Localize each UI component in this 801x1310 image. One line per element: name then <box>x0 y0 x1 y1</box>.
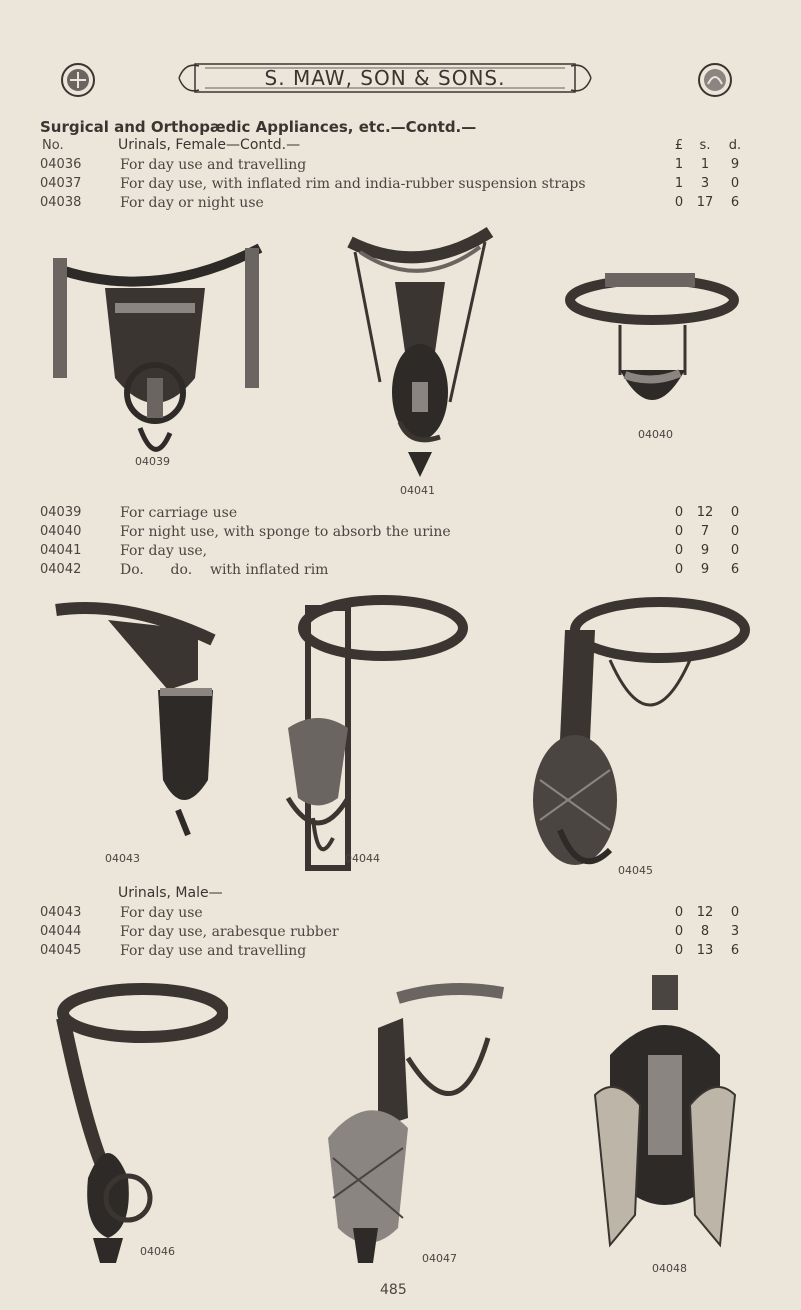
item-number: 04043 <box>40 905 82 920</box>
price-pounds: 0 <box>674 524 684 539</box>
column-no-header: No. <box>42 138 64 153</box>
price-shillings: 1 <box>700 157 710 172</box>
price-pounds: 1 <box>674 157 684 172</box>
caption-04044: 04044 <box>345 852 380 865</box>
female-items-list-2 <box>40 505 770 581</box>
item-number: 04037 <box>40 176 82 191</box>
price-shillings: 12 <box>696 505 714 520</box>
column-price-header <box>668 138 758 153</box>
price-pence: 3 <box>730 924 740 939</box>
item-price <box>668 562 758 577</box>
caption-04047: 04047 <box>422 1252 457 1265</box>
logo-left-icon <box>60 62 96 98</box>
list-item <box>40 543 770 562</box>
item-number: 04040 <box>40 524 82 539</box>
price-pounds: 0 <box>674 924 684 939</box>
caption-04039: 04039 <box>135 455 170 468</box>
item-price <box>668 905 758 920</box>
caption-04043: 04043 <box>105 852 140 865</box>
price-pounds: 0 <box>674 562 684 577</box>
item-price <box>668 543 758 558</box>
price-pounds: 1 <box>674 176 684 191</box>
figure-04047 <box>318 978 508 1278</box>
item-price <box>668 524 758 539</box>
price-pence: 6 <box>730 943 740 958</box>
list-item <box>40 924 770 943</box>
item-description: For day use <box>120 905 203 921</box>
price-shillings: 3 <box>700 176 710 191</box>
figure-04041 <box>340 222 500 482</box>
list-item <box>40 562 770 581</box>
item-price <box>668 943 758 958</box>
header-banner <box>175 58 595 98</box>
price-pence: 0 <box>730 176 740 191</box>
list-item <box>40 505 770 524</box>
price-pounds: 0 <box>674 195 684 210</box>
price-pounds: 0 <box>674 905 684 920</box>
item-number: 04041 <box>40 543 82 558</box>
logo-right-icon <box>697 62 733 98</box>
col-pence: d. <box>728 138 742 153</box>
figure-04043 <box>48 590 223 840</box>
item-description: For day or night use <box>120 195 264 211</box>
price-shillings: 7 <box>700 524 710 539</box>
item-price <box>668 176 758 191</box>
item-number: 04039 <box>40 505 82 520</box>
price-pence: 6 <box>730 562 740 577</box>
item-number: 04038 <box>40 195 82 210</box>
item-number: 04042 <box>40 562 82 577</box>
item-description: For day use, with inflated rim and india-rubber suspension straps <box>120 176 586 192</box>
list-item <box>40 195 770 214</box>
price-pence: 6 <box>730 195 740 210</box>
figure-04044 <box>278 588 468 888</box>
price-pence: 0 <box>730 543 740 558</box>
banner-title: S. MAW, SON & SONS. <box>264 66 506 90</box>
price-shillings: 9 <box>700 562 710 577</box>
price-pence: 0 <box>730 505 740 520</box>
price-pounds: 0 <box>674 943 684 958</box>
price-pence: 0 <box>730 524 740 539</box>
male-items-list <box>40 905 770 962</box>
item-description: For day use and travelling <box>120 157 307 173</box>
list-item <box>40 176 770 195</box>
item-description: Do. do. with inflated rim <box>120 562 329 578</box>
col-shillings: s. <box>699 138 711 153</box>
list-item <box>40 943 770 962</box>
figure-04048 <box>590 975 740 1265</box>
price-shillings: 9 <box>700 543 710 558</box>
item-number: 04044 <box>40 924 82 939</box>
price-shillings: 8 <box>700 924 710 939</box>
item-number: 04036 <box>40 157 82 172</box>
price-shillings: 12 <box>696 905 714 920</box>
price-shillings: 17 <box>696 195 714 210</box>
list-item <box>40 524 770 543</box>
item-description: For day use, arabesque rubber <box>120 924 339 940</box>
figure-04039 <box>45 228 270 478</box>
list-item <box>40 905 770 924</box>
item-description: For carriage use <box>120 505 238 521</box>
item-description: For day use and travelling <box>120 943 307 959</box>
col-pounds: £ <box>674 138 684 153</box>
caption-04046: 04046 <box>140 1245 175 1258</box>
price-pounds: 0 <box>674 543 684 558</box>
caption-04048: 04048 <box>652 1262 687 1275</box>
price-shillings: 13 <box>696 943 714 958</box>
figure-04045 <box>520 590 750 880</box>
male-section-label: Urinals, Male— <box>118 885 223 901</box>
page-heading: Surgical and Orthopædic Appliances, etc.—Contd.— <box>40 118 477 136</box>
price-pounds: 0 <box>674 505 684 520</box>
page-number: 485 <box>380 1282 407 1298</box>
female-items-list <box>40 157 770 214</box>
price-pence: 9 <box>730 157 740 172</box>
price-pence: 0 <box>730 905 740 920</box>
item-price <box>668 924 758 939</box>
female-section-label: Urinals, Female—Contd.— <box>118 137 301 153</box>
item-price <box>668 195 758 210</box>
list-item <box>40 157 770 176</box>
caption-04045: 04045 <box>618 864 653 877</box>
caption-04041: 04041 <box>400 484 435 497</box>
item-price <box>668 157 758 172</box>
figure-04040 <box>565 265 740 425</box>
figure-04046 <box>48 978 228 1268</box>
caption-04040: 04040 <box>638 428 673 441</box>
item-description: For day use, <box>120 543 208 559</box>
item-number: 04045 <box>40 943 82 958</box>
item-price <box>668 505 758 520</box>
item-description: For night use, with sponge to absorb the urine <box>120 524 451 540</box>
